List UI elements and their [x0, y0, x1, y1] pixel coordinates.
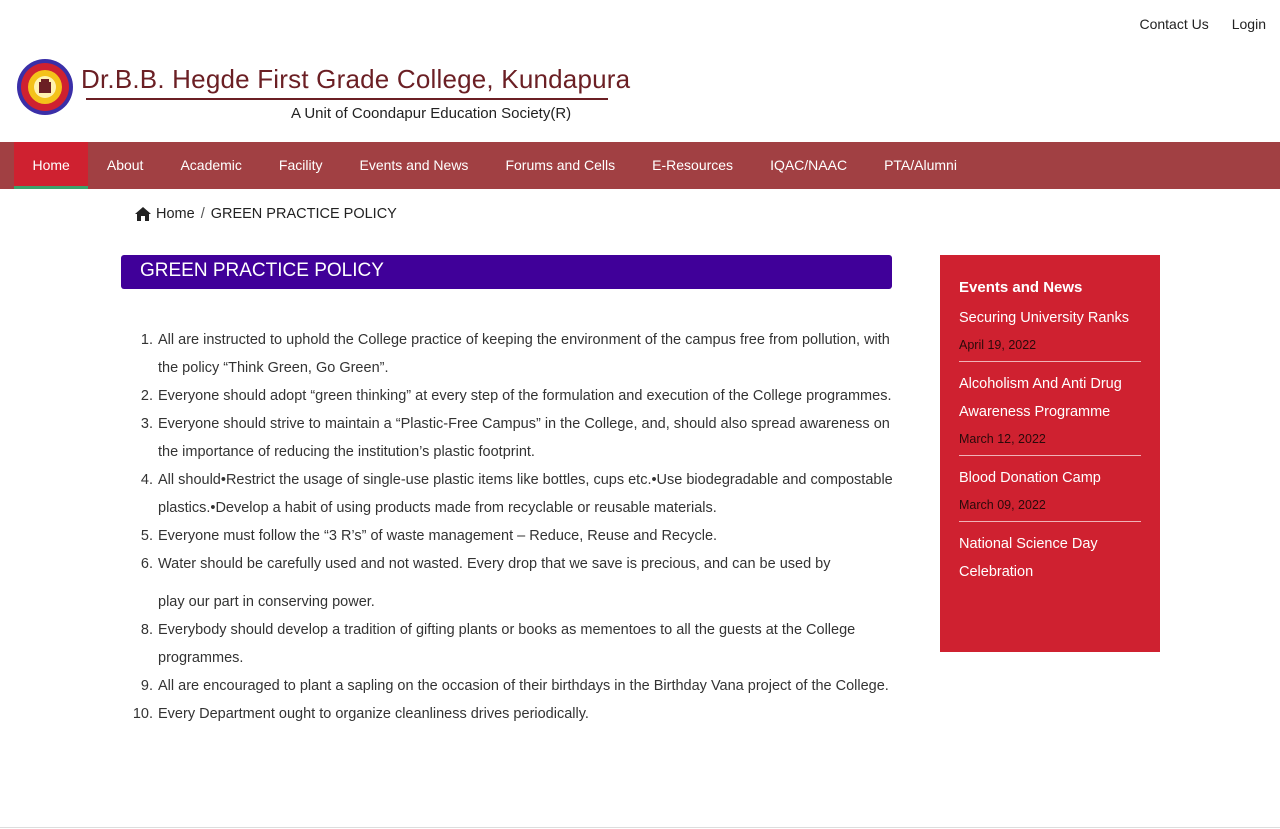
nav-events-and-news[interactable]: Events and News [359, 157, 469, 173]
college-subtitle: A Unit of Coondapur Education Society(R) [291, 105, 572, 122]
nav-facility[interactable]: Facility [278, 157, 323, 173]
policy-item [135, 410, 905, 466]
news-item [959, 370, 1141, 456]
main-navbar [0, 142, 1280, 189]
news-date: March 09, 2022 [959, 498, 1046, 512]
policy-number: 5. [140, 528, 153, 544]
page-bottom-divider [0, 827, 1280, 828]
policy-number: 8. [140, 622, 153, 638]
policy-text: Everyone should strive to maintain a “Plastic-Free Campus” in the College, and, should also spread awareness on the importance of reducing the institution’s plastic footprint. [158, 416, 890, 460]
policy-item [135, 550, 905, 578]
policy-item [135, 588, 905, 616]
policy-number: 4. [140, 472, 153, 488]
news-title-link[interactable]: Securing University Ranks [959, 310, 1130, 326]
policy-item [135, 382, 905, 410]
events-news-heading: Events and News [959, 279, 1083, 296]
nav-e-resources[interactable]: E-Resources [652, 157, 734, 173]
news-title-link[interactable]: National Science Day Celebration [959, 536, 1098, 580]
policy-text: Everybody should develop a tradition of gifting plants or books as mementoes to all the guests at the College programmes. [158, 622, 856, 666]
policy-text: Everyone must follow the “3 R’s” of waste management – Reduce, Reuse and Recycle. [158, 528, 718, 544]
college-seal-logo [16, 58, 74, 116]
nav-academic[interactable]: Academic [180, 157, 242, 173]
policy-text: Every Department ought to organize cleanliness drives periodically. [158, 706, 589, 722]
policy-item [135, 672, 905, 700]
policy-item [135, 616, 905, 672]
policy-item [132, 700, 905, 728]
college-name: Dr.B.B. Hegde First Grade College, Kundapura [81, 64, 631, 94]
header-divider [86, 98, 608, 100]
news-title-link[interactable]: Blood Donation Camp [959, 470, 1101, 486]
policy-text: All are instructed to uphold the College practice of keeping the environment of the campus free from pollution, with the policy “Think Green, Go Green”. [158, 332, 890, 376]
policy-number: 1. [140, 332, 153, 348]
login-link[interactable]: Login [1231, 16, 1266, 32]
breadcrumb [135, 206, 397, 222]
policy-text: All should•Restrict the usage of single-use plastic items like bottles, cups etc.•Use biodegradable and compostable plastics.•Develop a habit of using products made from recyclable or reusable materials. [158, 472, 893, 516]
breadcrumb-current: GREEN PRACTICE POLICY [210, 206, 397, 222]
news-title-link[interactable]: Alcoholism And Anti Drug Awareness Programme [959, 376, 1122, 420]
policy-item [135, 466, 905, 522]
nav-about[interactable]: About [106, 157, 144, 173]
news-item [959, 464, 1141, 522]
news-item [959, 530, 1141, 595]
nav-pta-alumni[interactable]: PTA/Alumni [884, 157, 957, 173]
policy-list [132, 326, 905, 728]
nav-forums-and-cells[interactable]: Forums and Cells [505, 157, 616, 173]
top-links [1139, 16, 1266, 32]
policy-number: 6. [140, 556, 153, 572]
policy-text: Water should be carefully used and not wasted. Every drop that we save is precious, and can be used by [158, 556, 831, 572]
news-item [959, 304, 1141, 362]
nav-iqac-naac[interactable]: IQAC/NAAC [770, 157, 848, 173]
breadcrumb-home-link[interactable]: Home [156, 206, 195, 222]
policy-number: 9. [140, 678, 153, 694]
contact-us-link[interactable]: Contact Us [1139, 16, 1209, 32]
policy-number: 3. [140, 416, 153, 432]
events-news-panel [940, 255, 1160, 652]
home-icon [135, 207, 151, 221]
news-date: April 19, 2022 [959, 338, 1037, 352]
college-header[interactable] [16, 56, 631, 126]
policy-number: 10. [132, 706, 153, 722]
policy-item [135, 522, 905, 550]
policy-number: 2. [140, 388, 153, 404]
nav-home[interactable]: Home [14, 142, 88, 189]
breadcrumb-separator: / [200, 206, 205, 222]
policy-item [135, 326, 905, 382]
policy-text: play our part in conserving power. [158, 594, 375, 610]
policy-text: Everyone should adopt “green thinking” at every step of the formulation and execution of the College programmes. [158, 388, 892, 404]
policy-text: All are encouraged to plant a sapling on the occasion of their birthdays in the Birthday Vana project of the College. [158, 678, 889, 694]
page-title: GREEN PRACTICE POLICY [121, 255, 892, 289]
news-date: March 12, 2022 [959, 432, 1046, 446]
